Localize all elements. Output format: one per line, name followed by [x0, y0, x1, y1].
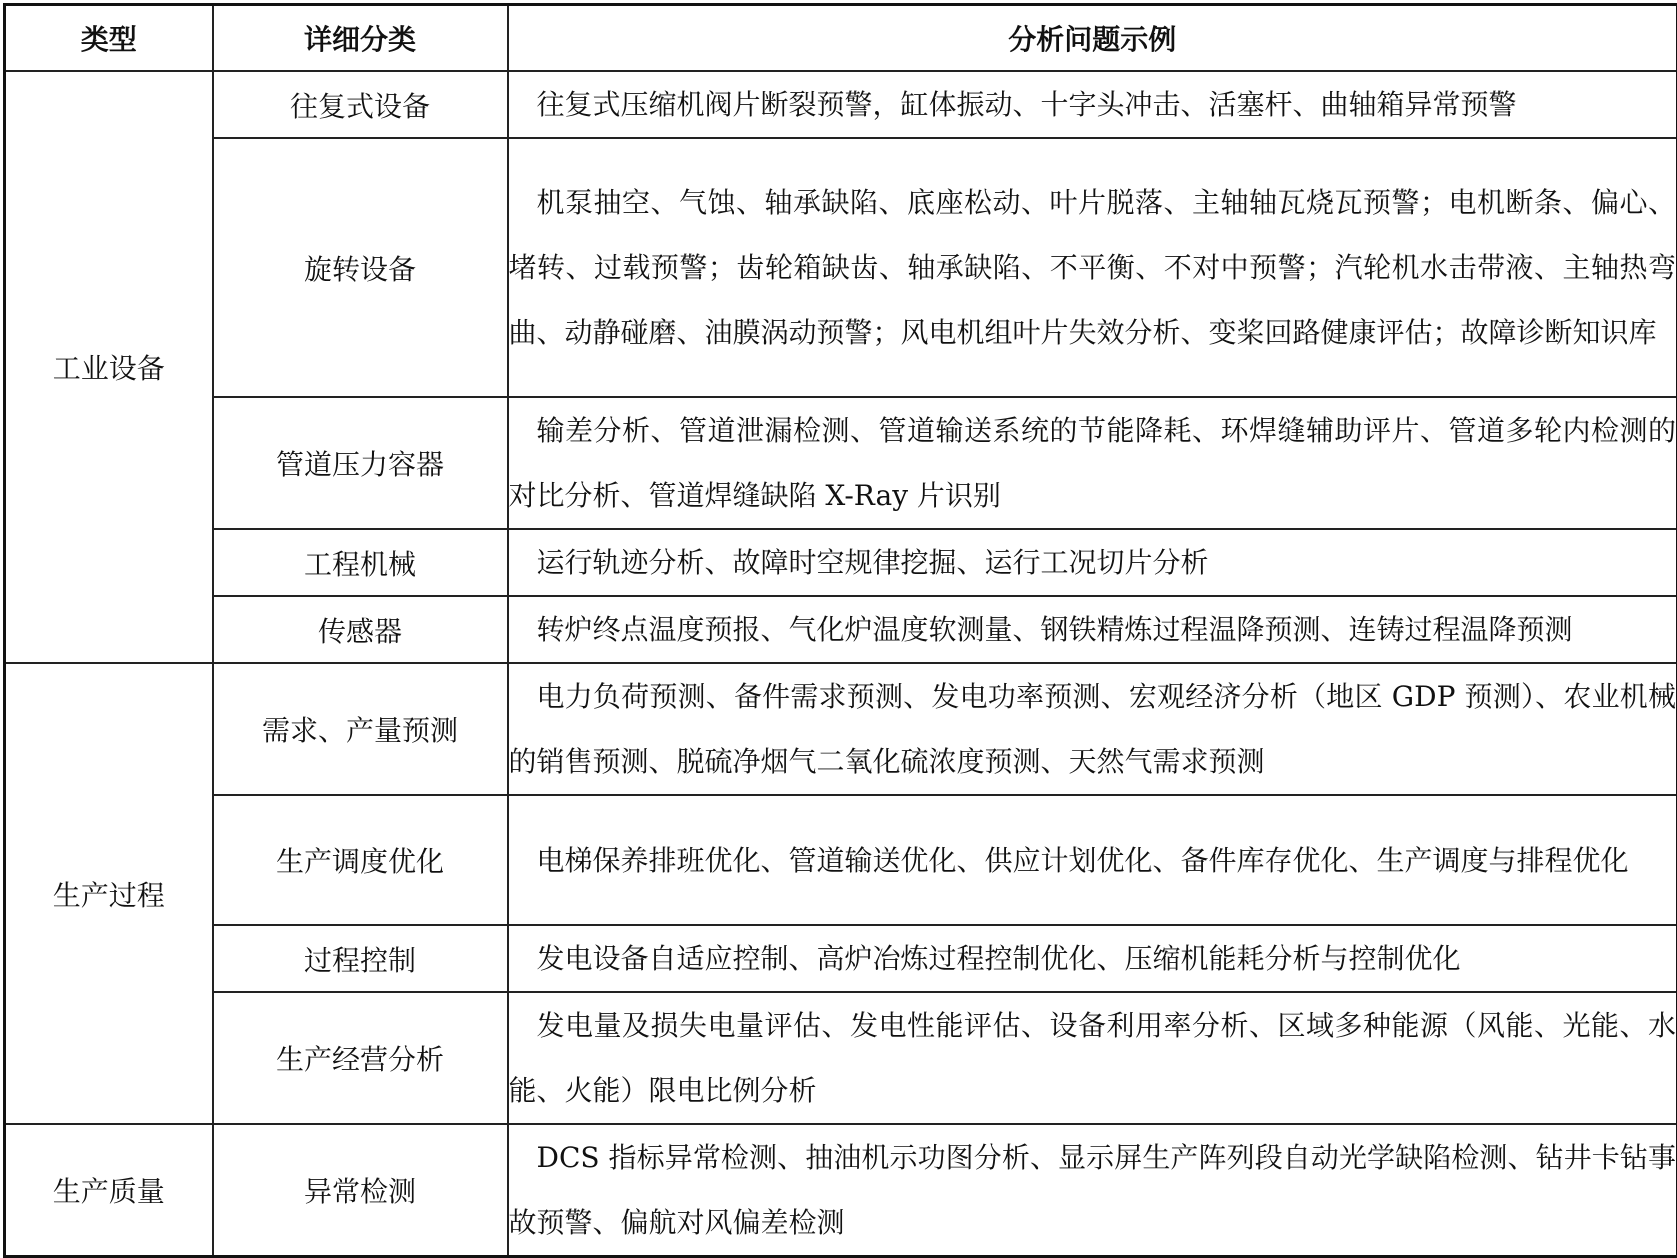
table-row	[5, 925, 1677, 992]
type-cell: 工业设备	[5, 71, 213, 663]
example-cell: 机泵抽空、气蚀、轴承缺陷、底座松动、叶片脱落、主轴轴瓦烧瓦预警；电机断条、偏心、堵转、过载预警；齿轮箱缺齿、轴承缺陷、不平衡、不对中预警；汽轮机水击带液、主轴热弯曲、动静碰磨、油膜涡动预警；风电机组叶片失效分析、变桨回路健康评估；故障诊断知识库	[508, 138, 1677, 397]
subcategory-cell: 传感器	[213, 596, 508, 663]
table-row	[5, 992, 1677, 1124]
subcategory-cell: 生产经营分析	[213, 992, 508, 1124]
subcategory-cell: 工程机械	[213, 529, 508, 596]
table-row	[5, 663, 1677, 795]
header-subcategory: 详细分类	[213, 5, 508, 72]
example-cell: 输差分析、管道泄漏检测、管道输送系统的节能降耗、环焊缝辅助评片、管道多轮内检测的对比分析、管道焊缝缺陷 X-Ray 片识别	[508, 397, 1677, 529]
header-type: 类型	[5, 5, 213, 72]
analysis-table	[3, 3, 1677, 1258]
type-cell: 生产过程	[5, 663, 213, 1124]
subcategory-cell: 旋转设备	[213, 138, 508, 397]
subcategory-cell: 需求、产量预测	[213, 663, 508, 795]
example-cell: 运行轨迹分析、故障时空规律挖掘、运行工况切片分析	[508, 529, 1677, 596]
subcategory-cell: 异常检测	[213, 1124, 508, 1257]
subcategory-cell: 管道压力容器	[213, 397, 508, 529]
example-cell: 发电设备自适应控制、高炉冶炼过程控制优化、压缩机能耗分析与控制优化	[508, 925, 1677, 992]
header-examples: 分析问题示例	[508, 5, 1677, 72]
subcategory-cell: 生产调度优化	[213, 795, 508, 925]
table-row	[5, 529, 1677, 596]
example-cell: DCS 指标异常检测、抽油机示功图分析、显示屏生产阵列段自动光学缺陷检测、钻井卡钻事故预警、偏航对风偏差检测	[508, 1124, 1677, 1257]
example-cell: 发电量及损失电量评估、发电性能评估、设备利用率分析、区域多种能源（风能、光能、水能、火能）限电比例分析	[508, 992, 1677, 1124]
header-row	[5, 5, 1677, 72]
subcategory-cell: 过程控制	[213, 925, 508, 992]
subcategory-cell: 往复式设备	[213, 71, 508, 138]
example-cell: 电梯保养排班优化、管道输送优化、供应计划优化、备件库存优化、生产调度与排程优化	[508, 795, 1677, 925]
example-cell: 往复式压缩机阀片断裂预警，缸体振动、十字头冲击、活塞杆、曲轴箱异常预警	[508, 71, 1677, 138]
type-cell: 生产质量	[5, 1124, 213, 1257]
example-cell: 电力负荷预测、备件需求预测、发电功率预测、宏观经济分析（地区 GDP 预测）、农业机械的销售预测、脱硫净烟气二氧化硫浓度预测、天然气需求预测	[508, 663, 1677, 795]
table-row	[5, 1124, 1677, 1257]
table-row	[5, 138, 1677, 397]
table-row	[5, 71, 1677, 138]
example-cell: 转炉终点温度预报、气化炉温度软测量、钢铁精炼过程温降预测、连铸过程温降预测	[508, 596, 1677, 663]
table-row	[5, 795, 1677, 925]
table-row	[5, 397, 1677, 529]
table-row	[5, 596, 1677, 663]
